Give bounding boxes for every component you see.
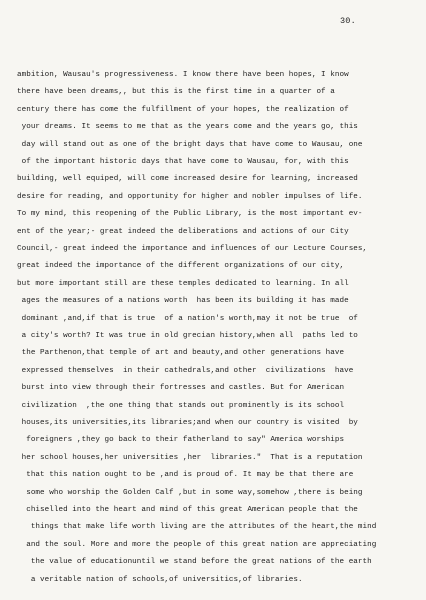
text-line: expressed themselves in their cathedrals,and other civilizations have [17,366,354,375]
text-line: dominant ,and,if that is true of a nation's worth,may it not be true of [17,314,358,323]
text-line: century there has come the fulfillment of your hopes, the realization of [17,105,349,114]
text-line: the value of educationuntil we stand before the great nations of the earth [17,558,372,567]
text-line: a veritable nation of schools,of universitics,of libraries. [17,575,303,584]
text-line: houses,its universities,its libraries;and when our country is visited by [17,419,358,427]
page-number: 30. [340,16,356,26]
text-line: some who worship the Golden Calf ,but in some way,somehow ,there is being [17,488,363,497]
text-line: ambition, Wausau's progressiveness. I know there have been hopes, I know [17,71,349,79]
text-line: of the important historic days that have come to Wausau, for, with this [17,158,349,166]
text-line: but more important still are these temples dedicated to learning. In all [17,279,349,288]
text-line: great indeed the importance of the different organizations of our city, [17,262,345,271]
text-line: foreigners ,they go back to their fatherland to say" America worships [17,436,345,445]
text-line: her school houses,her universities ,her libraries." That is a reputation [17,453,363,462]
text-line: burst into view through their fortresses and castles. But for American [17,384,345,393]
text-line: there have been dreams,, but this is the first time in a quarter of a [17,88,335,97]
text-line: chiselled into the heart and mind of this great American people that the [17,506,358,514]
text-line: a city's worth? It was true in old grecian history,when all paths led to [17,332,358,340]
text-line: things that make life worth living are the attributes of the heart,the mind [17,523,377,532]
text-line: ages the measures of a nations worth has been its building it has made [17,297,349,306]
text-line: building, well equiped, will come increased desire for learning, increased [17,175,358,184]
text-line: the Parthenon,that temple of art and beauty,and other generations have [17,349,345,358]
text-line: civilization ,the one thing that stands out prominently is its school [17,401,345,410]
text-line: your dreams. It seems to me that as the years come and the years go, this [17,123,358,132]
text-line: ent of the year;- great indeed the deliberations and actions of our City [17,227,349,236]
text-line: and the soul. More and more the people of this great nation are appreciating [17,540,377,549]
text-line: Council,- great indeed the importance and influences of our Lecture Courses, [17,245,368,253]
text-line: that this nation ought to be ,and is proud of. It may be that there are [17,471,354,480]
text-line: desire for reading, and opportunity for higher and nobler impulses of life. [17,192,363,201]
text-line: day will stand out as one of the bright days that have come to Wausau, one [17,140,363,149]
text-line: To my mind, this reopening of the Public Library, is the most important ev- [17,210,363,219]
